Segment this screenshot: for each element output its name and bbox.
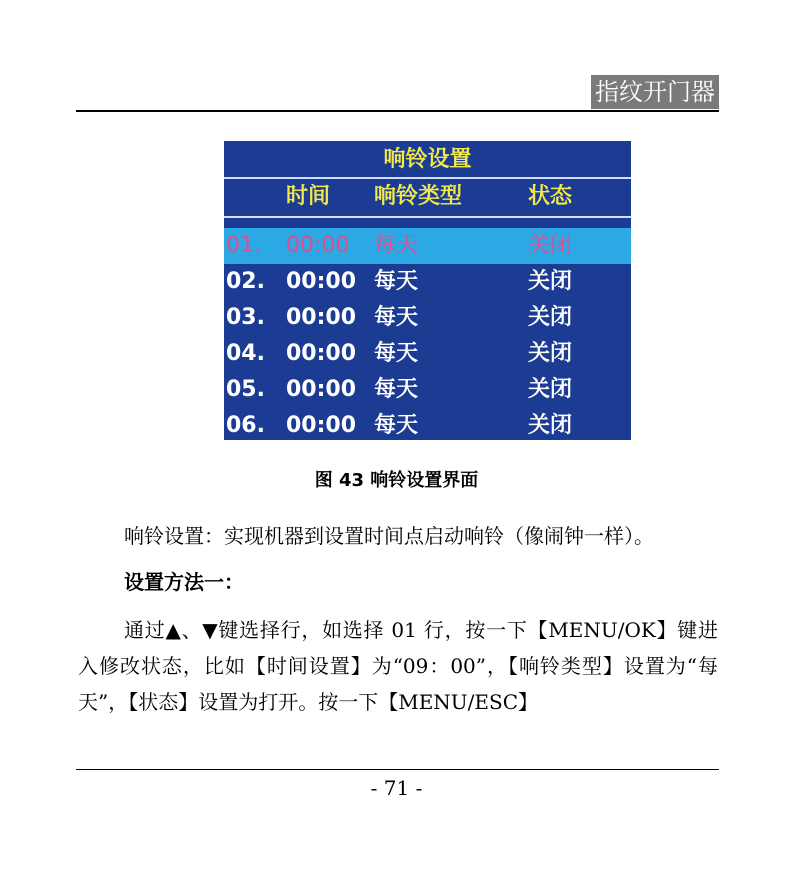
section-heading: 设置方法一： xyxy=(124,570,244,594)
row-number: 01. xyxy=(226,233,261,258)
title-divider xyxy=(224,177,631,179)
row-type: 每天 xyxy=(374,269,419,294)
row-time: 00:00 xyxy=(286,377,357,402)
column-header-time: 时间 xyxy=(286,184,331,209)
alarm-list xyxy=(224,228,631,440)
alarm-row xyxy=(224,408,631,440)
paragraph-instructions: 通过▲、▼键选择行，如选择 01 行，按一下【MENU/OK】键进入修改状态，比如【时间设置】为“09：00”，【响铃类型】设置为“每天”，【状态】设置为打开。按一下【MENU/ESC】 xyxy=(78,618,718,714)
row-status: 关闭 xyxy=(528,269,573,294)
paragraph-description: 响铃设置：实现机器到设置时间点启动响铃（像闹钟一样）。 xyxy=(124,524,654,548)
device-screen-figure xyxy=(224,141,631,440)
row-time: 00:00 xyxy=(286,269,357,294)
page-number: - 71 - xyxy=(370,776,423,800)
row-type: 每天 xyxy=(374,233,419,258)
row-number: 06. xyxy=(226,413,265,438)
header-divider-line xyxy=(224,216,631,218)
alarm-row xyxy=(224,372,631,408)
column-header-status: 状态 xyxy=(528,184,573,209)
row-status: 关闭 xyxy=(528,305,573,330)
row-status: 关闭 xyxy=(528,233,573,258)
row-type: 每天 xyxy=(374,341,419,366)
row-time: 00:00 xyxy=(286,305,357,330)
row-time: 00:00 xyxy=(286,341,357,366)
row-status: 关闭 xyxy=(528,413,573,438)
header-section-title: 指纹开门器 xyxy=(591,75,719,109)
screen-title: 响铃设置 xyxy=(383,147,472,172)
header-divider xyxy=(76,110,719,112)
alarm-row xyxy=(224,300,631,336)
row-type: 每天 xyxy=(374,377,419,402)
row-number: 03. xyxy=(226,305,265,330)
column-header-type: 响铃类型 xyxy=(374,184,463,209)
row-type: 每天 xyxy=(374,413,419,438)
footer-divider xyxy=(76,769,719,770)
row-number: 04. xyxy=(226,341,265,366)
alarm-row-selected xyxy=(224,228,631,264)
row-time: 00:00 xyxy=(286,233,350,258)
row-number: 02. xyxy=(226,269,265,294)
alarm-row xyxy=(224,336,631,372)
alarm-row xyxy=(224,264,631,300)
row-type: 每天 xyxy=(374,305,419,330)
row-time: 00:00 xyxy=(286,413,357,438)
figure-caption: 图 43 响铃设置界面 xyxy=(314,470,479,491)
row-status: 关闭 xyxy=(528,341,573,366)
row-number: 05. xyxy=(226,377,265,402)
row-status: 关闭 xyxy=(528,377,573,402)
